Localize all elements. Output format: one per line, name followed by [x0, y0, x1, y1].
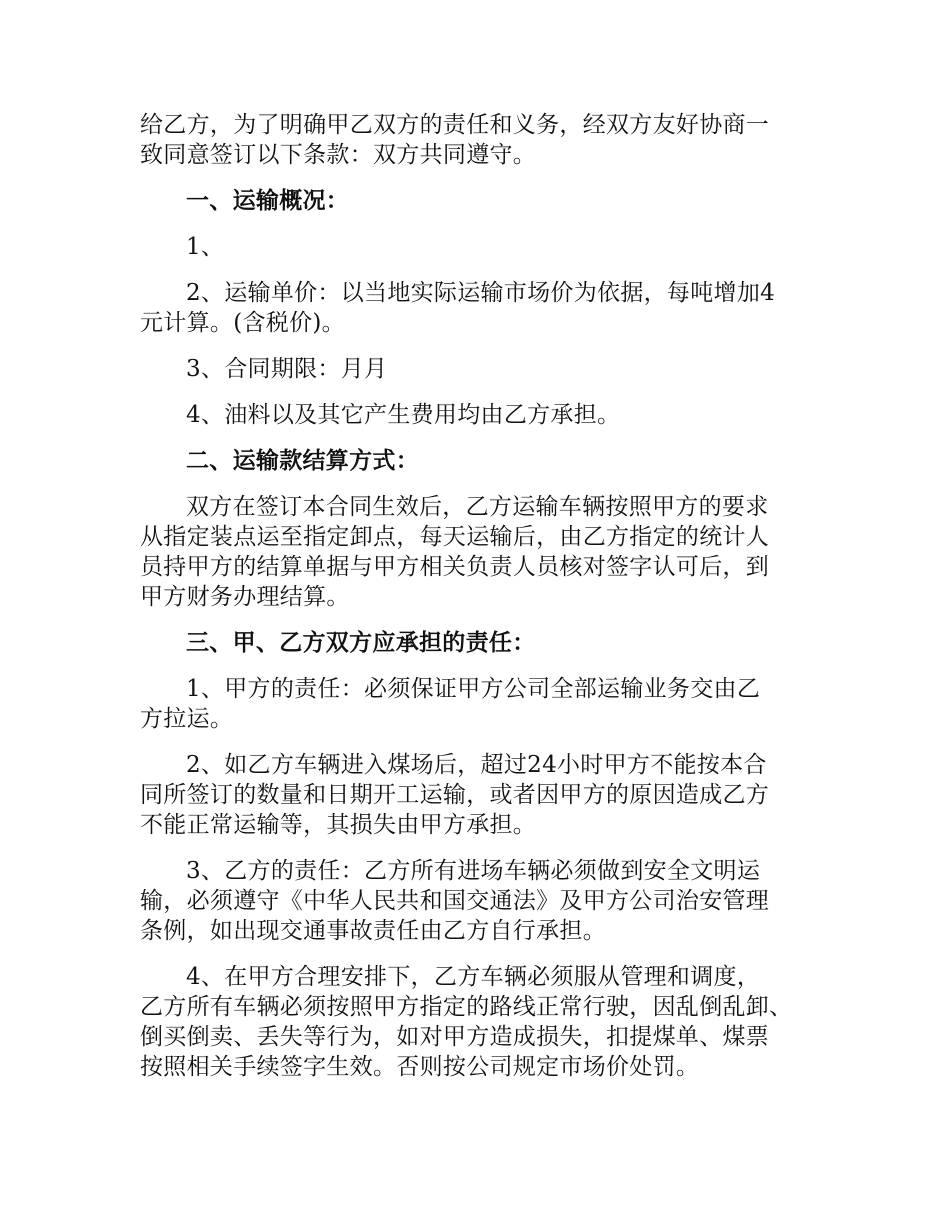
section-heading-settlement [140, 446, 820, 476]
text-line: 给乙方，为了明确甲乙双方的责任和义务，经双方友好协商一 [140, 112, 770, 138]
text-line: 甲方财务办理结算。 [140, 584, 350, 610]
text-line: 按照相关手续签字生效。否则按公司规定市场价处罚。 [140, 1054, 700, 1080]
responsibility-clause-1 [140, 674, 820, 734]
settlement-paragraph [140, 492, 820, 612]
section-heading-transport-overview [140, 186, 820, 216]
section-heading-responsibilities [140, 628, 820, 658]
document-page [140, 110, 820, 1082]
heading-text: 一、运输概况： [186, 187, 350, 214]
responsibility-clause-4 [140, 962, 820, 1082]
text-line: 不能正常运输等，其损失由甲方承担。 [140, 812, 537, 838]
clause-4-fuel-costs [140, 400, 820, 430]
clause-3-contract-term [140, 354, 820, 384]
text-line: 输，必须遵守《中华人民共和国交通法》及甲方公司治安管理 [140, 888, 770, 914]
text-line: 条例，如出现交通事故责任由乙方自行承担。 [140, 918, 606, 944]
text-line: 方拉运。 [140, 706, 234, 732]
clause-2-unit-price [140, 278, 820, 338]
text-line: 乙方所有车辆必须按照甲方指定的路线正常行驶，因乱倒乱卸、 [140, 994, 793, 1020]
text-line: 2、运输单价：以当地实际运输市场价为依据，每吨增加4 [186, 280, 776, 306]
responsibility-clause-3 [140, 856, 820, 946]
text-line: 元计算。(含税价)。 [140, 310, 345, 336]
text-line: 致同意签订以下条款：双方共同遵守。 [140, 142, 537, 168]
heading-text: 三、甲、乙方双方应承担的责任： [186, 629, 536, 656]
text-line: 4、在甲方合理安排下，乙方车辆必须服从管理和调度， [186, 964, 761, 990]
text-line: 1、 [186, 234, 225, 260]
text-line: 3、合同期限：月月 [186, 356, 388, 382]
text-line: 同所签订的数量和日期开工运输，或者因甲方的原因造成乙方 [140, 782, 770, 808]
intro-paragraph [140, 110, 820, 170]
clause-1 [140, 232, 820, 262]
heading-text: 二、运输款结算方式： [186, 447, 419, 474]
text-line: 1、甲方的责任：必须保证甲方公司全部运输业务交由乙 [186, 676, 761, 702]
text-line: 员持甲方的结算单据与甲方相关负责人员核对签字认可后，到 [140, 554, 770, 580]
text-line: 从指定装点运至指定卸点，每天运输后，由乙方指定的统计人 [140, 524, 770, 550]
text-line: 3、乙方的责任：乙方所有进场车辆必须做到安全文明运 [186, 858, 761, 884]
text-line: 4、油料以及其它产生费用均由乙方承担。 [186, 402, 621, 428]
text-line: 双方在签订本合同生效后，乙方运输车辆按照甲方的要求 [186, 494, 769, 520]
text-line: 倒买倒卖、丢失等行为，如对甲方造成损失，扣提煤单、煤票 [140, 1024, 770, 1050]
text-line: 2、如乙方车辆进入煤场后，超过24小时甲方不能按本合 [186, 752, 767, 778]
responsibility-clause-2 [140, 750, 820, 840]
